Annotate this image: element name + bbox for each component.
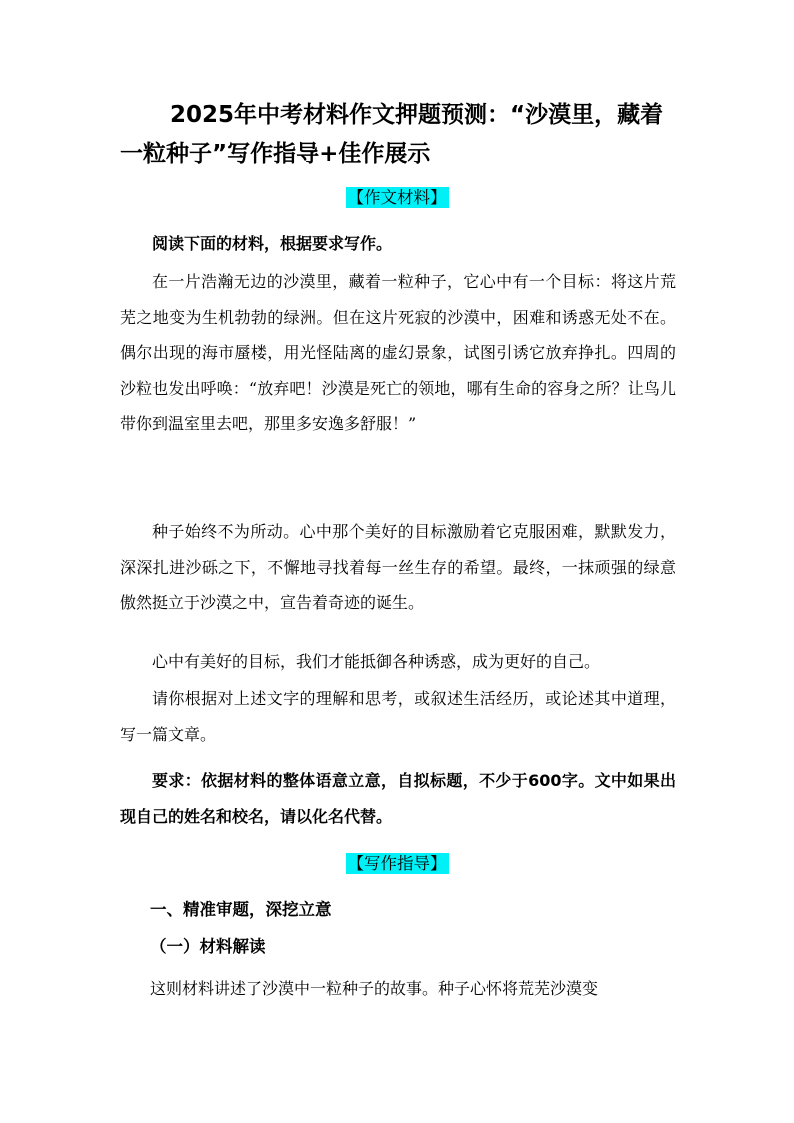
title-line-1: 2025年中考材料作文押题预测：“沙漠里，藏着 — [170, 102, 664, 128]
guide-paragraph-1: 这则材料讲述了沙漠中一粒种子的故事。种子心怀将荒芜沙漠变 — [150, 979, 599, 998]
title-line-2: 一粒种子”写作指导+佳作展示 — [120, 141, 431, 167]
material-paragraph-1: 在一片浩瀚无边的沙漠里，藏着一粒种子，它心中有一个目标：将这片荒芜之地变为生机勃勃的绿洲。但在这片死寂的沙漠中，困难和诱惑无处不在。偶尔出现的海市蜃楼，用光怪陆离的虚幻景象，试图引诱它放弃挣扎。四周的沙粒也发出呼唤：“放弃吧！沙漠是死亡的领地，哪有生命的容身之所？让鸟儿带你到温室里去吧，那里多安逸多舒服！” — [120, 272, 676, 433]
section-tag-guide — [0, 852, 794, 876]
guide-heading-1: 一、精准审题，深挖立意 — [150, 900, 332, 919]
material-paragraph-2: 种子始终不为所动。心中那个美好的目标激励着它克服困难，默默发力，深深扎进沙砾之下，不懈地寻找着每一丝生存的希望。最终，一抹顽强的绿意傲然挺立于沙漠之中，宣告着奇迹的诞生。 — [120, 522, 676, 612]
document-title — [120, 96, 680, 174]
material-paragraph-4: 请你根据对上述文字的理解和思考，或叙述生活经历，或论述其中道理，写一篇文章。 — [120, 689, 676, 744]
material-intro: 阅读下面的材料，根据要求写作。 — [152, 234, 393, 253]
material-paragraph-3: 心中有美好的目标，我们才能抵御各种诱惑，成为更好的自己。 — [152, 652, 601, 671]
section-tag-material-label: 【作文材料】 — [347, 188, 447, 207]
guide-subheading-1: （一）材料解读 — [150, 937, 266, 956]
section-tag-material — [0, 186, 794, 210]
section-tag-guide-label: 【写作指导】 — [347, 854, 447, 873]
material-requirement: 要求：依据材料的整体语意立意，自拟标题，不少于600字。文中如果出现自己的姓名和校名，请以化名代替。 — [120, 771, 676, 826]
